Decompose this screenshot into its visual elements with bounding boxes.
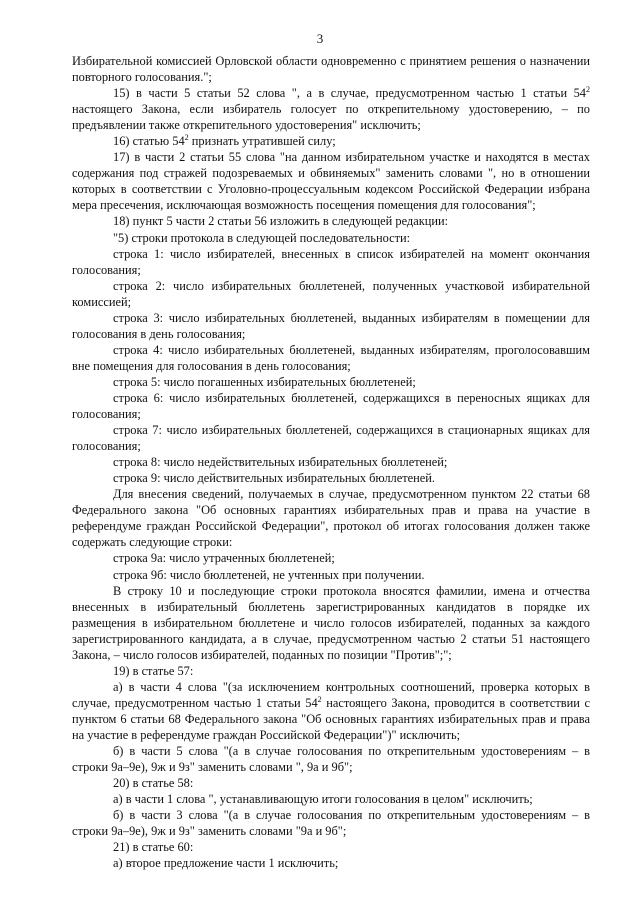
text-run: настоящего Закона, если избиратель голосует по открепительному удостоверению, – по предъявлении также открепительного удостоверения" исключить; [72,102,590,133]
paragraph-p16 [72,133,590,149]
paragraph-p18 [72,213,590,229]
text-run: а) в части 4 слова "(за исключением контрольных соотношений, проверка которых в случае, предусмотренном частью 1 статьи 54 [72,679,590,710]
paragraph-row8 [72,454,590,470]
text-run: строка 7: число избирательных бюллетеней, содержащихся в стационарных ящиках для голосования; [72,423,590,454]
superscript: 2 [586,85,590,95]
paragraph-p19b [72,743,590,775]
paragraph-p18-5 [72,230,590,246]
paragraph-p21a [72,855,590,871]
paragraph-p19 [72,663,590,679]
paragraph-p-row10 [72,583,590,663]
paragraph-p19a [72,679,590,743]
paragraph-row9a [72,550,590,566]
text-run: настоящего Закона, проводится в соответствии с пунктом 6 статьи 68 Федерального закона "Об основных гарантиях избирательных прав и права на участие в референдуме граждан Российской Федерации")" исключить; [72,695,590,742]
paragraph-row1 [72,246,590,278]
text-run: признать утратившей силу; [188,134,336,149]
paragraph-row6 [72,390,590,422]
text-run: строка 9а: число утраченных бюллетеней; [113,551,335,566]
text-run: 18) пункт 5 части 2 статьи 56 изложить в следующей редакции: [113,214,449,229]
text-run: "5) строки протокола в следующей последовательности: [113,230,411,245]
text-run: строка 9: число действительных избирательных бюллетеней. [113,471,436,486]
paragraph-row9 [72,470,590,486]
text-run: 20) в статье 58: [113,776,194,791]
document-body [72,53,590,871]
paragraph-row7 [72,422,590,454]
text-run: строка 3: число избирательных бюллетеней, выданных избирателям в помещении для голосования в день голосования; [72,310,590,341]
text-run: а) второе предложение части 1 исключить; [113,856,339,871]
text-run: строка 5: число погашенных избирательных бюллетеней; [113,374,416,389]
paragraph-p20a [72,791,590,807]
paragraph-row3 [72,310,590,342]
superscript: 2 [317,694,322,704]
paragraph-row5 [72,374,590,390]
paragraph-row9b [72,567,590,583]
paragraph-p21 [72,839,590,855]
text-run: строка 9б: число бюллетеней, не учтенных при получении. [113,567,425,582]
text-run: В строку 10 и последующие строки протокола вносятся фамилии, имена и отчества внесенных в избирательный бюллетень зарегистрированных кандидатов в порядке их размещения в избирательном бюллетене и число голосов избирателей, поданных за каждого зарегистрированного кандидата, а в случае, предусмотренном частью 2 статьи 51 настоящего Закона, – число голосов избирателей, поданных по позиции "Против";"; [72,583,590,662]
text-run: строка 8: число недействительных избирательных бюллетеней; [113,455,448,470]
page-number: 3 [316,31,324,46]
paragraph-p20 [72,775,590,791]
text-run: б) в части 3 слова "(а в случае голосования по открепительным удостоверениям – в строки 9а–9е), 9ж и 9з" заменить словами "9а и 9б"; [72,808,590,839]
paragraph-p-info [72,486,590,550]
paragraph-p-cont [72,53,590,85]
paragraph-p17 [72,149,590,213]
text-run: б) в части 5 слова "(а в случае голосования по открепительным удостоверениям – в строки 9а–9е), 9ж и 9з" заменить словами ", 9а и 9б"; [72,744,590,775]
paragraph-row4 [72,342,590,374]
text-run: Для внесения сведений, получаемых в случае, предусмотренном пунктом 22 статьи 68 Федерального закона "Об основных гарантиях избирательных прав и права на участие в референдуме граждан Российской Федерации", протокол об итогах голосования должен также содержать следующие строки: [72,487,590,550]
text-run: 21) в статье 60: [113,840,194,855]
paragraph-p20b [72,807,590,839]
text-run: 16) статью 54 [113,134,185,149]
text-run: 19) в статье 57: [113,663,194,678]
text-run: 17) в части 2 статьи 55 слова "на данном избирательном участке и находятся в местах содержания под стражей подозреваемых и обвиняемых" заменить словами ", но в отношении которых в соответствии с Уголовно-процессуальным кодексом Российской Федерации избрана мера пресечения, исключающая возможность посещения помещения для голосования"; [72,150,590,213]
text-run: а) в части 1 слова ", устанавливающую итоги голосования в целом" исключить; [113,792,533,807]
text-run: строка 4: число избирательных бюллетеней, выданных избирателям, проголосовавшим вне помещения для голосования в день голосования; [72,342,590,373]
text-run: строка 1: число избирателей, внесенных в список избирателей на момент окончания голосования; [72,246,590,277]
text-run: 15) в части 5 статьи 52 слова ", а в случае, предусмотренном частью 1 статьи 54 [113,86,586,101]
text-run: строка 2: число избирательных бюллетеней, полученных участковой избирательной комиссией; [72,278,590,309]
text-run: Избирательной комиссией Орловской области одновременно с принятием решения о назначении повторного голосования."; [72,54,590,85]
paragraph-row2 [72,278,590,310]
paragraph-p15 [72,85,590,133]
superscript: 2 [184,133,189,143]
text-run: строка 6: число избирательных бюллетеней, содержащихся в переносных ящиках для голосования; [72,390,590,422]
